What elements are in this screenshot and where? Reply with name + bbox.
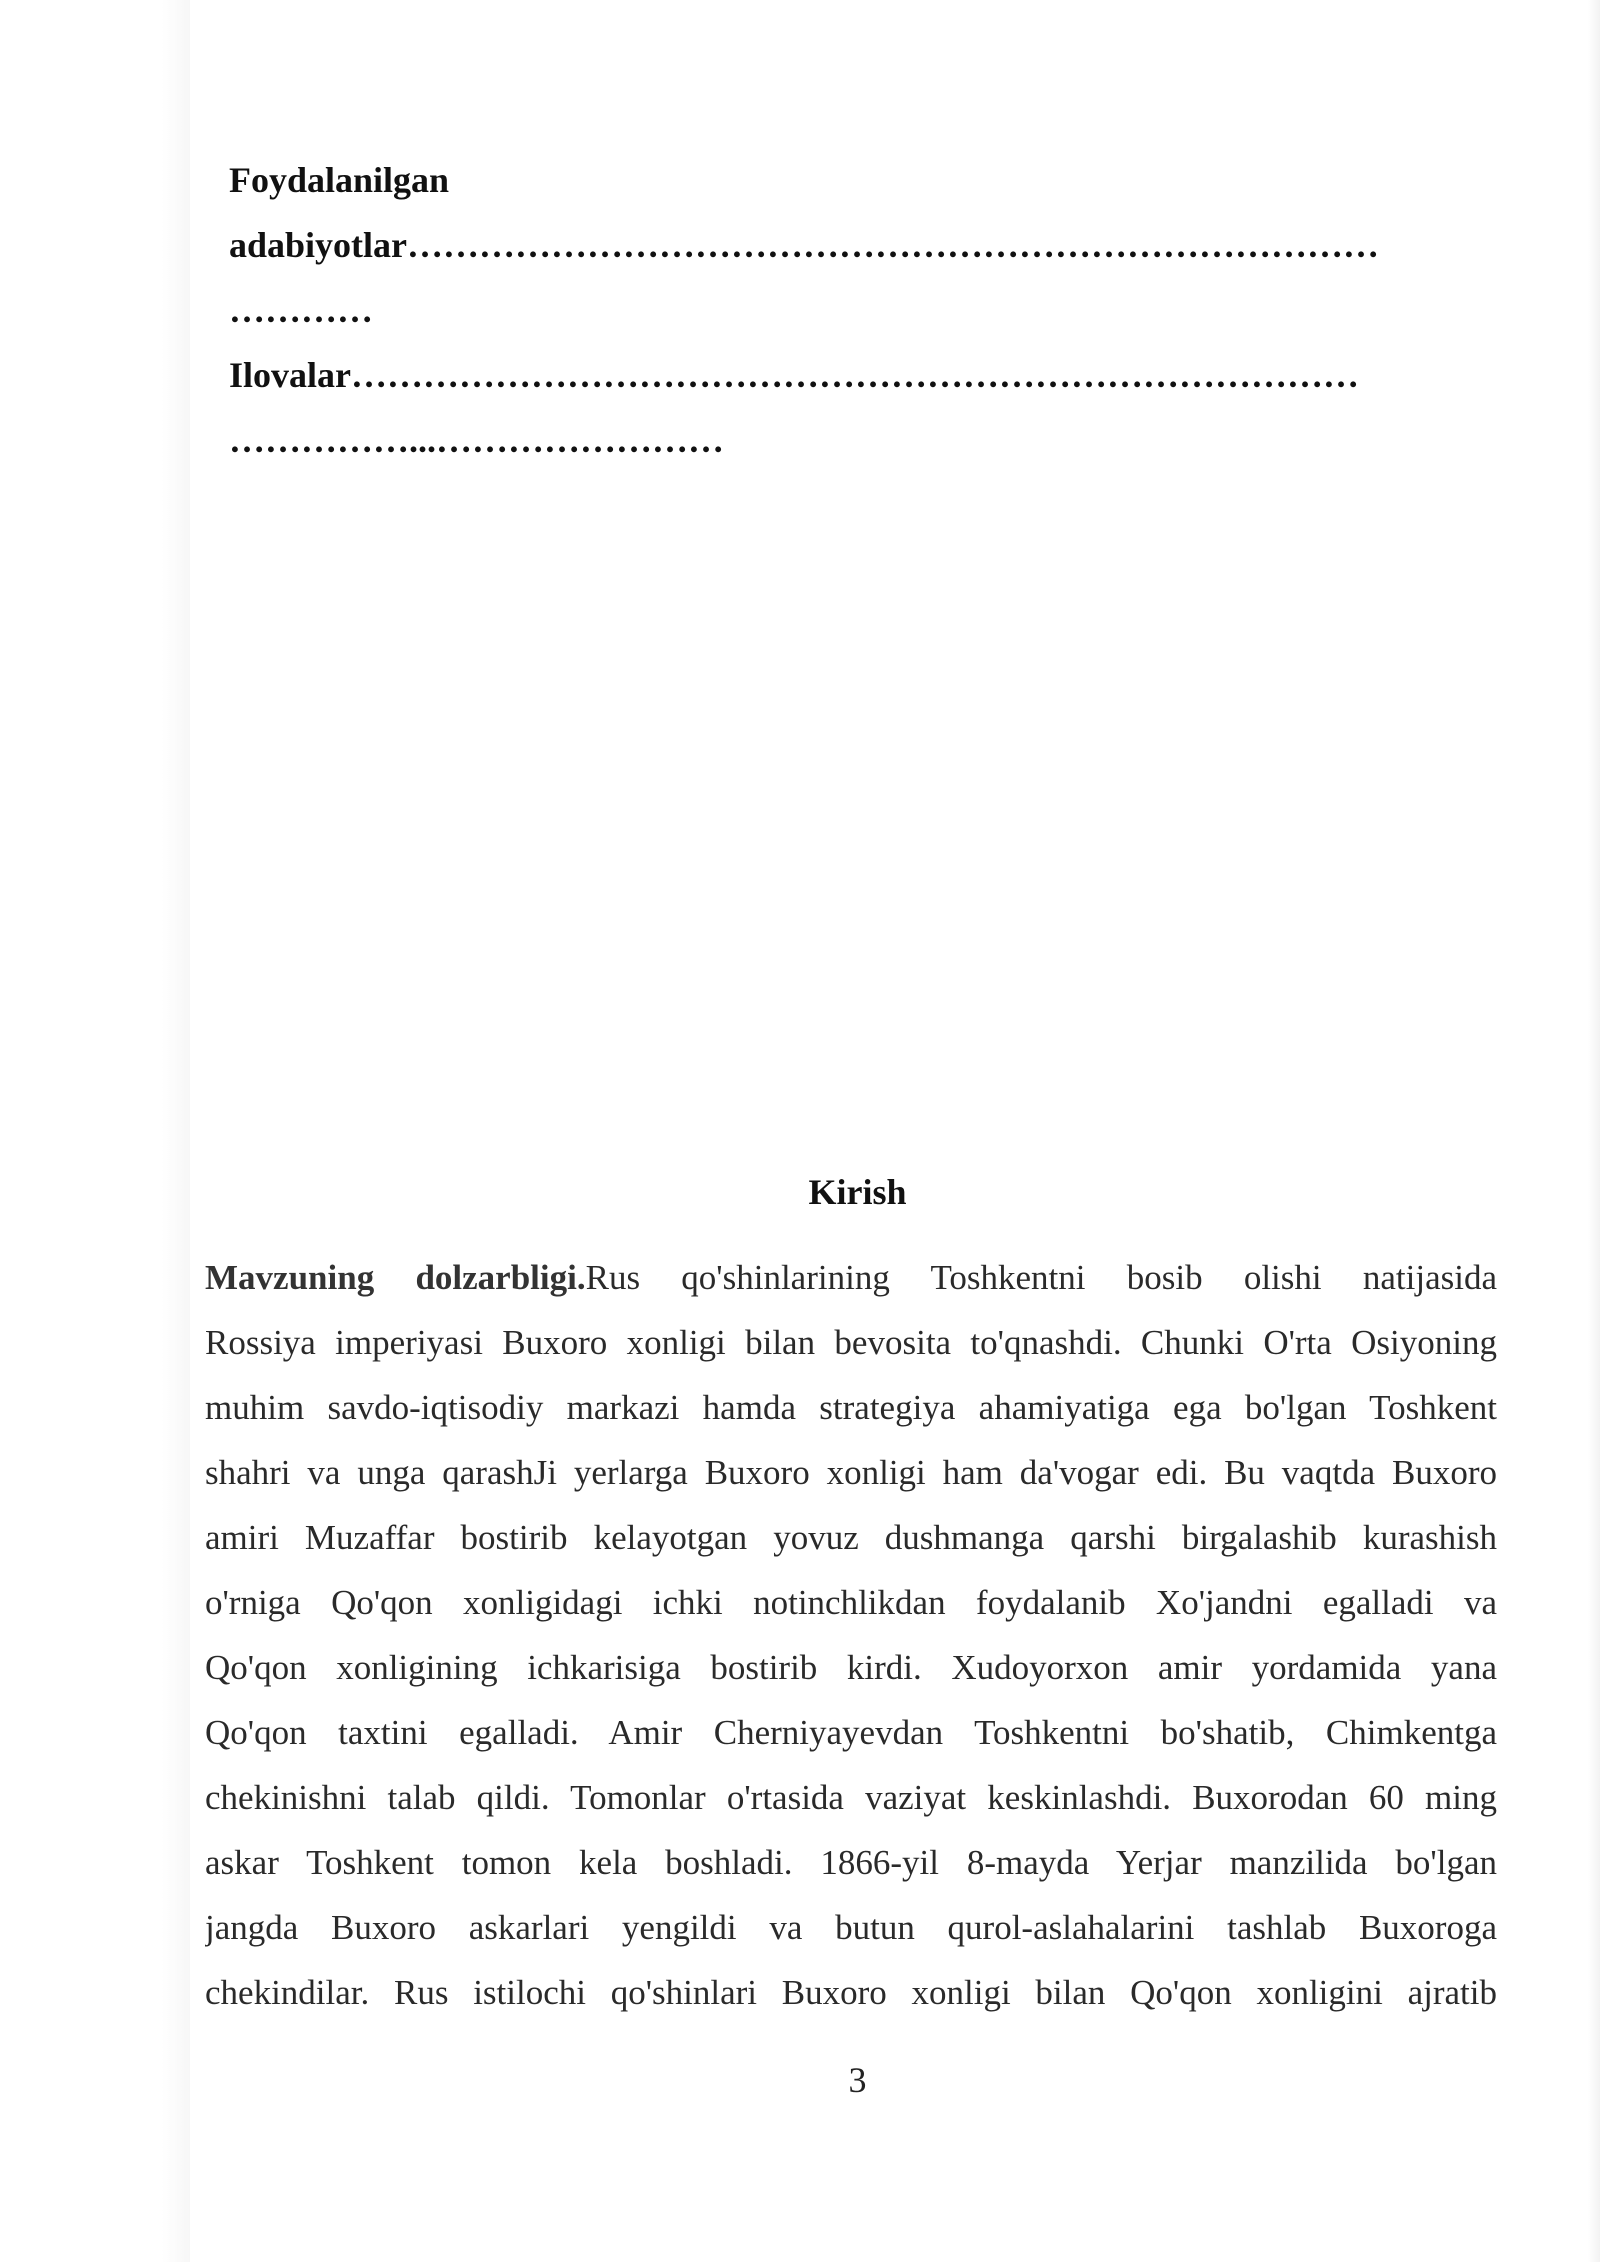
lead-in-heading: Mavzuning dolzarbligi.: [205, 1258, 586, 1297]
page-number: 3: [848, 2060, 867, 2100]
toc-line: Foydalanilgan: [229, 160, 450, 200]
paragraph-line: shahri va unga qarashJi yerlarga Buxoro xonligi ham da'vogar edi. Bu vaqtda Buxoro: [205, 1453, 1497, 1492]
paragraph-line: Qo'qon xonligining ichkarisiga bostirib kirdi. Xudoyorxon amir yordamida yana: [205, 1648, 1497, 1687]
paragraph-line-text: Rus qo'shinlarining Toshkentni bosib olishi natijasida: [585, 1258, 1497, 1297]
paragraph-line: amiri Muzaffar bostirib kelayotgan yovuz dushmanga qarshi birgalashib kurashish: [205, 1518, 1497, 1557]
paragraph-line: askar Toshkent tomon kela boshladi. 1866-yil 8-mayda Yerjar manzilida bo'lgan: [205, 1843, 1497, 1882]
table-of-contents: [229, 148, 1499, 473]
toc-line: …………: [229, 290, 373, 330]
paragraph-line: muhim savdo-iqtisodiy markazi hamda strategiya ahamiyatiga ega bo'lgan Toshkent: [205, 1388, 1497, 1427]
paragraph-line: [205, 1245, 1497, 1310]
section-heading: Kirish: [808, 1172, 907, 1212]
paragraph-line: Rossiya imperiyasi Buxoro xonligi bilan bevosita to'qnashdi. Chunki O'rta Osiyoning: [205, 1323, 1497, 1362]
paragraph-line: chekinishni talab qildi. Tomonlar o'rtasida vaziyat keskinlashdi. Buxorodan 60 ming: [205, 1778, 1497, 1817]
page-margin-left: [0, 0, 190, 2262]
paragraph-line: o'rniga Qo'qon xonligidagi ichki notinchlikdan foydalanib Xo'jandni egalladi va: [205, 1583, 1497, 1622]
page-margin-right: [1588, 0, 1600, 2262]
toc-line: adabiyotlar………………………………………………………………………: [229, 225, 1380, 265]
toc-line: ……………...……………………: [229, 420, 724, 460]
toc-line: Ilovalar…………………………………………………………………………: [229, 355, 1359, 395]
paragraph-line: Qo'qon taxtini egalladi. Amir Cherniyayevdan Toshkentni bo'shatib, Chimkentga: [205, 1713, 1497, 1752]
body-paragraph: [205, 1245, 1497, 2025]
paragraph-line: chekindilar. Rus istilochi qo'shinlari Buxoro xonligi bilan Qo'qon xonligini ajratib: [205, 1973, 1497, 2012]
paragraph-line: jangda Buxoro askarlari yengildi va butun qurol-aslahalarini tashlab Buxoroga: [205, 1908, 1497, 1947]
